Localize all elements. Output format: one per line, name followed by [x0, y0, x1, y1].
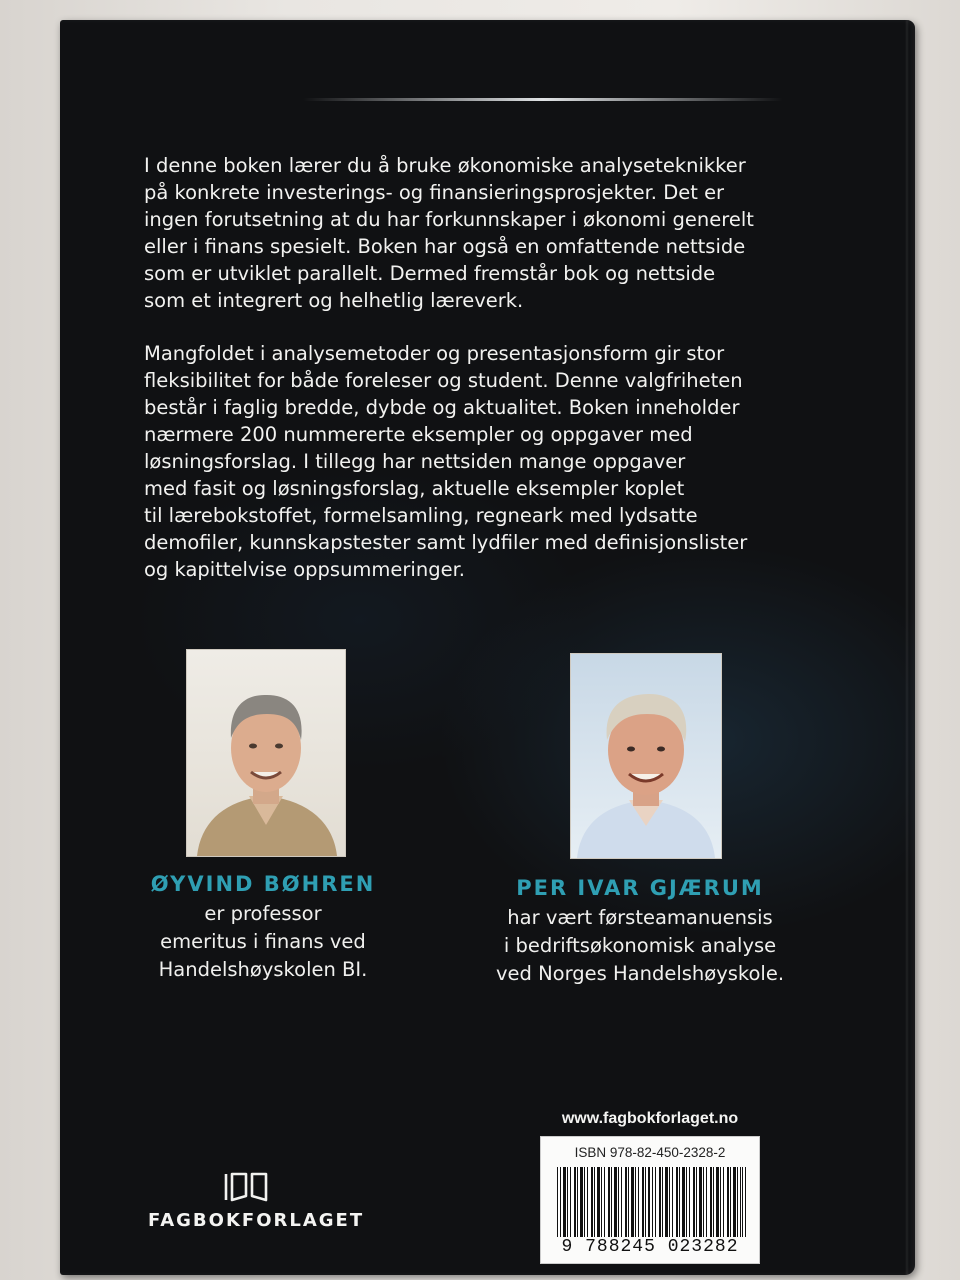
isbn-text: ISBN 978-82-450-2328-2 — [574, 1145, 726, 1160]
author-bio-bohren: er professor emeritus i finans ved Handelshøyskolen BI. — [158, 902, 368, 981]
publisher-website: www.fagbokforlaget.no — [561, 1110, 739, 1127]
description-paragraph-1: I denne boken lærer du å bruke økonomiske analyseteknikker på konkrete investerings- og finansieringsprosjekter. Det er ingen forutsetning at du har forkunnskaper i økonomi generelt eller i finans spesielt. Boken har også en omfattende nettside som er utviklet parallelt. Dermed fremstår bok og nettside som et integrert og helhetlig læreverk. — [144, 154, 754, 312]
open-book-icon — [222, 1170, 272, 1209]
barcode-bars — [557, 1167, 747, 1237]
author-photo-bohren — [186, 649, 346, 857]
author-bio-gjaerum: har vært førsteamanuensis i bedriftsøkonomisk analyse ved Norges Handelshøyskole. — [495, 906, 785, 985]
publisher-logo-text: FAGBOKFORLAGET — [148, 1210, 365, 1231]
cover-edge-highlight — [905, 20, 909, 1275]
decorative-light-line — [303, 98, 783, 101]
barcode-digits: 9 788245 023282 — [541, 1237, 759, 1257]
author-name-bohren: ØYVIND BØHREN — [150, 872, 376, 896]
author-photo-gjaerum — [570, 653, 722, 859]
description-paragraph-2: Mangfoldet i analysemetoder og presentasjonsform gir stor fleksibilitet for både foreleser og student. Denne valgfriheten består i faglig bredde, dybde og aktualitet. Boken inneholder nærmere 200 nummererte eksempler og oppgaver med løsningsforslag. I tillegg har nettsiden mange oppgaver med fasit og løsningsforslag, aktuelle eksempler koplet til lærebokstoffet, formelsamling, regneark med lydsatte demofiler, kunnskapstester samt lydfiler med definisjonslister og kapittelvise oppsummeringer. — [144, 342, 748, 581]
book-back-cover — [60, 20, 915, 1275]
author-name-gjaerum: PER IVAR GJÆRUM — [516, 876, 764, 900]
barcode-label — [540, 1136, 760, 1264]
